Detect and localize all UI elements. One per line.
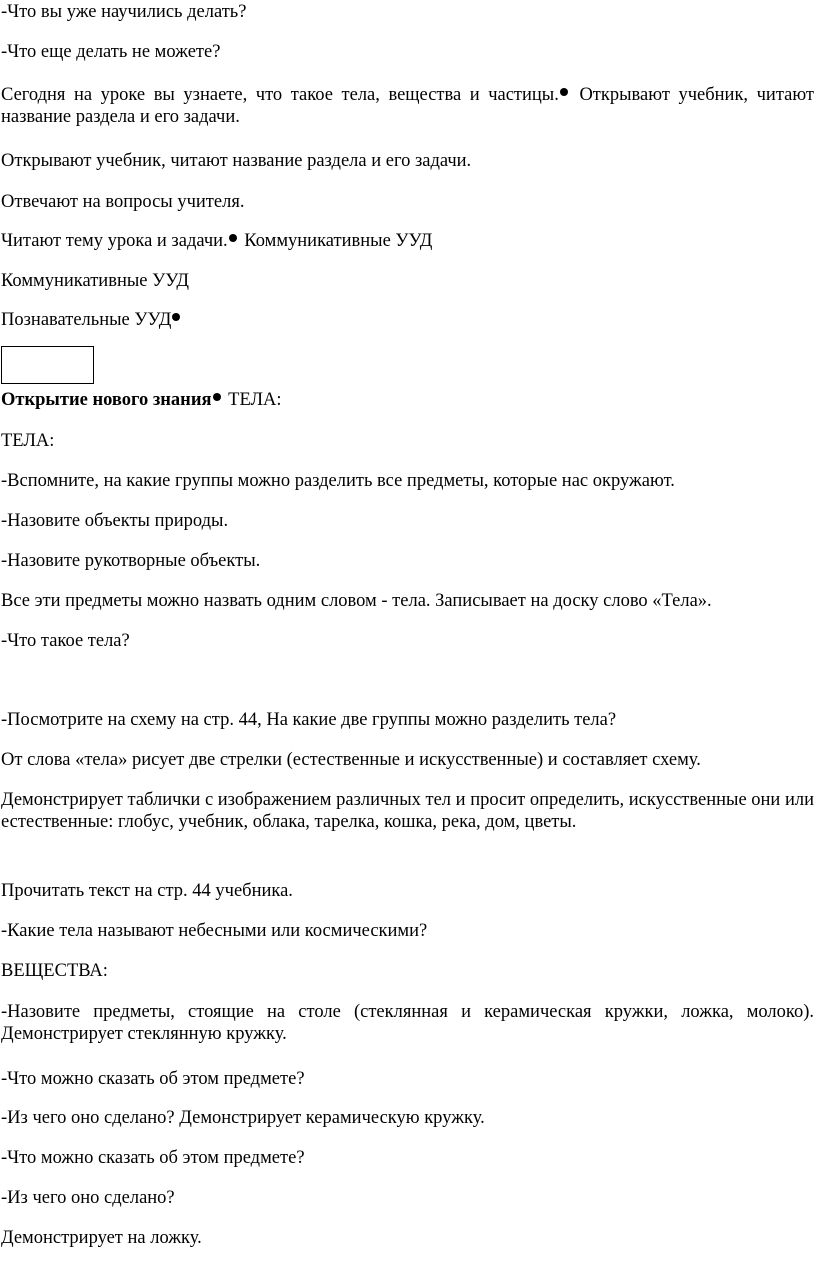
made-of-1 xyxy=(1,1107,814,1129)
bodies-heading-text: ТЕЛА: xyxy=(1,431,55,451)
cognitive-uud xyxy=(1,309,814,331)
draws-arrows-text: От слова «тела» рисует две стрелки (естественные и искусственные) и составляет схему. xyxy=(1,750,701,770)
made-of-1-text: -Из чего оно сделано? Демонстрирует керамическую кружку. xyxy=(1,1108,485,1128)
what-are-bodies-text: -Что такое тела? xyxy=(1,631,130,651)
communicative-uud xyxy=(1,270,814,292)
new-knowledge-title: Открытие нового знания xyxy=(1,390,212,410)
question-cannot-text: -Что еще делать не можете? xyxy=(1,42,221,62)
bodies-word xyxy=(1,590,814,612)
bullet-icon xyxy=(229,234,237,242)
communicative-uud-inline: Коммуникативные УУД xyxy=(244,231,433,251)
read-topic-text: Читают тему урока и задачи. xyxy=(1,231,228,251)
recall-groups-text: -Вспомните, на какие группы можно разделить все предметы, которые нас окружают. xyxy=(1,471,675,491)
made-of-2-text: -Из чего оно сделано? xyxy=(1,1188,175,1208)
celestial-bodies-text: -Какие тела называют небесными или космическими? xyxy=(1,921,428,941)
what-about-item-1-text: -Что можно сказать об этом предмете? xyxy=(1,1069,305,1089)
bullet-icon xyxy=(213,393,221,401)
bodies-inline-label: ТЕЛА: xyxy=(228,390,282,410)
look-at-scheme xyxy=(1,709,814,731)
open-textbook xyxy=(1,150,814,172)
name-nature-objects xyxy=(1,510,814,532)
name-items-on-table xyxy=(1,1001,814,1045)
substances-heading xyxy=(1,960,814,982)
demonstrates-spoon xyxy=(1,1227,814,1249)
draws-arrows xyxy=(1,749,814,771)
name-manmade-objects xyxy=(1,550,814,572)
demonstrates-cards xyxy=(1,789,814,833)
bullet-icon xyxy=(172,313,180,321)
read-text-p44-text: Прочитать текст на стр. 44 учебника. xyxy=(1,881,293,901)
new-knowledge-heading xyxy=(1,389,814,411)
bullet-icon xyxy=(560,88,568,96)
what-about-item-2-text: -Что можно сказать об этом предмете? xyxy=(1,1148,305,1168)
question-learned xyxy=(1,1,814,23)
what-about-item-1 xyxy=(1,1068,814,1090)
name-items-on-table-text: -Назовите предметы, стоящие на столе (стеклянная и керамическая кружки, ложка, молоко). Демонстрирует стеклянную кружку. xyxy=(1,1002,814,1044)
communicative-uud-text: Коммуникативные УУД xyxy=(1,271,190,291)
bodies-word-text: Все эти предметы можно назвать одним словом - тела. Записывает на доску слово «Тела». xyxy=(1,591,712,611)
read-topic xyxy=(1,230,814,252)
intro-paragraph xyxy=(1,84,814,128)
intro-text: Сегодня на уроке вы узнаете, что такое тела, вещества и частицы. xyxy=(1,85,559,105)
name-nature-objects-text: -Назовите объекты природы. xyxy=(1,511,229,531)
look-at-scheme-text: -Посмотрите на схему на стр. 44, На какие две группы можно разделить тела? xyxy=(1,710,617,730)
what-about-item-2 xyxy=(1,1147,814,1169)
open-textbook-text: Открывают учебник, читают название раздела и его задачи. xyxy=(1,151,472,171)
demonstrates-spoon-text: Демонстрирует на ложку. xyxy=(1,1228,202,1248)
celestial-bodies xyxy=(1,920,814,942)
read-text-p44 xyxy=(1,880,814,902)
intro-action-text: Открывают учебник, читают название раздела и его задачи. xyxy=(1,85,814,127)
made-of-2 xyxy=(1,1187,814,1209)
empty-table-cell xyxy=(1,346,94,384)
question-learned-text: -Что вы уже научились делать? xyxy=(1,2,247,22)
recall-groups xyxy=(1,470,814,492)
substances-heading-text: ВЕЩЕСТВА: xyxy=(1,961,108,981)
question-cannot xyxy=(1,41,814,63)
demonstrates-cards-text: Демонстрирует таблички с изображением различных тел и просит определить, искусственные они или естественные: глобус, учебник, облака, тарелка, кошка, река, дом, цветы. xyxy=(1,790,814,832)
answer-questions xyxy=(1,191,814,213)
bodies-heading xyxy=(1,430,814,452)
cognitive-uud-text: Познавательные УУД xyxy=(1,310,172,330)
what-are-bodies xyxy=(1,630,814,652)
answer-questions-text: Отвечают на вопросы учителя. xyxy=(1,192,245,212)
name-manmade-objects-text: -Назовите рукотворные объекты. xyxy=(1,551,261,571)
